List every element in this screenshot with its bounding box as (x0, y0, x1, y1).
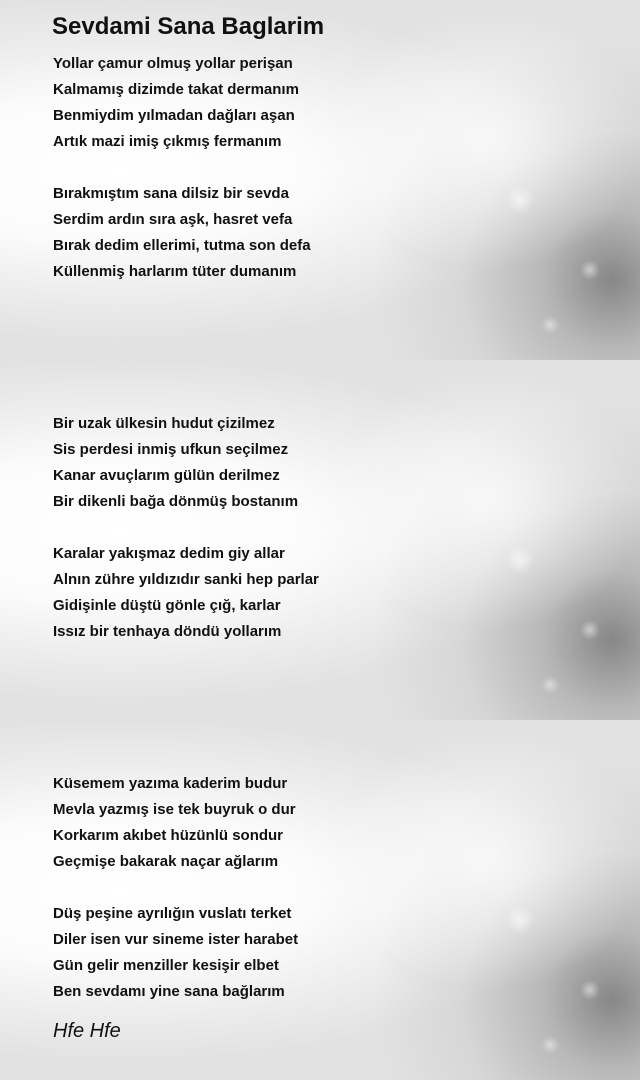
poem-author: Hfe Hfe (53, 1020, 121, 1042)
poem-line: Issız bir tenhaya döndü yollarım (53, 623, 282, 640)
poem-line: Bir uzak ülkesin hudut çizilmez (53, 415, 275, 432)
poem-line: Bir dikenli bağa dönmüş bostanım (53, 493, 299, 510)
poem-line: Diler isen vur sineme ister harabet (53, 931, 299, 948)
panel-1-content (53, 51, 620, 285)
poem-line: Geçmişe bakarak naçar ağlarım (53, 853, 279, 870)
poem-line: Benmiydim yılmadan dağları aşan (53, 107, 295, 124)
poem-line: Küllenmiş harlarım tüter dumanım (53, 263, 297, 280)
panel-3-content (53, 771, 620, 1005)
poem-panel-1 (0, 0, 640, 360)
poem-line: Yollar çamur olmuş yollar perişan (53, 55, 293, 72)
panel-2-content (53, 411, 620, 645)
poem-line: Bırakmıştım sana dilsiz bir sevda (53, 185, 289, 202)
stanza-5 (53, 771, 620, 875)
poem-line: Korkarım akıbet hüzünlü sondur (53, 827, 284, 844)
poem-line: Düş peşine ayrılığın vuslatı terket (53, 905, 292, 922)
stanza-1 (53, 51, 620, 155)
poem-line: Karalar yakışmaz dedim giy allar (53, 545, 285, 562)
stanza-3 (53, 411, 620, 515)
poem-line: Sis perdesi inmiş ufkun seçilmez (53, 441, 289, 458)
poem-line: Artık mazi imiş çıkmış fermanım (53, 133, 282, 150)
poem-panel-3 (0, 720, 640, 1080)
poem-line: Küsemem yazıma kaderim budur (53, 775, 288, 792)
poem-line: Alnın zühre yıldızıdır sanki hep parlar (53, 571, 319, 588)
poem-line: Kanar avuçlarım gülün derilmez (53, 467, 280, 484)
poem-title: Sevdami Sana Baglarim (52, 13, 325, 40)
poem-line: Bırak dedim ellerimi, tutma son defa (53, 237, 311, 254)
poem-line: Serdim ardın sıra aşk, hasret vefa (53, 211, 293, 228)
poem-line: Kalmamış dizimde takat dermanım (53, 81, 299, 98)
stanza-2 (53, 181, 620, 285)
stanza-6 (53, 901, 620, 1005)
poem-line: Gün gelir menziller kesişir elbet (53, 957, 279, 974)
poem-line: Gidişinle düştü gönle çığ, karlar (53, 597, 281, 614)
stanza-4 (53, 541, 620, 645)
poem-line: Mevla yazmış ise tek buyruk o dur (53, 801, 296, 818)
poem-panel-2 (0, 360, 640, 720)
poem-line: Ben sevdamı yine sana bağlarım (53, 983, 285, 1000)
